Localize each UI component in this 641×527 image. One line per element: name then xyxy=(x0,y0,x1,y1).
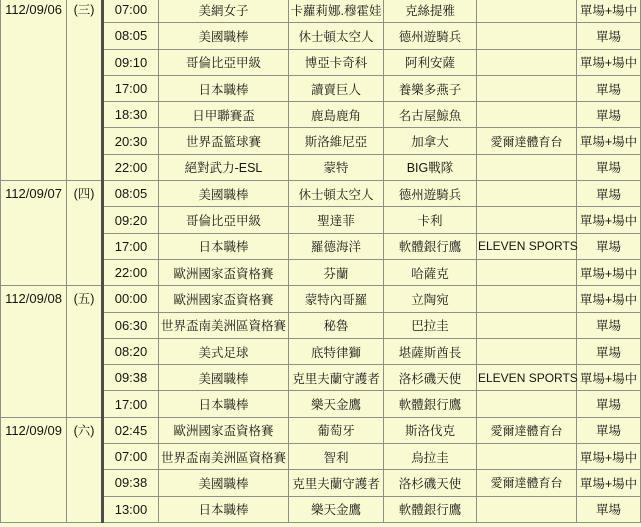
home-team-cell: 智利 xyxy=(289,444,384,470)
away-team-cell: 斯洛伐克 xyxy=(384,417,477,443)
time-cell: 08:20 xyxy=(103,338,159,364)
league-cell: 日本職棒 xyxy=(159,391,289,417)
home-team-cell: 克里夫蘭守護者 xyxy=(289,470,384,496)
time-cell: 07:00 xyxy=(103,0,159,23)
home-team-cell: 卡蘿莉娜.穆霍娃 xyxy=(289,0,384,23)
league-cell: 美國職棒 xyxy=(159,181,289,207)
home-team-cell: 葡萄牙 xyxy=(289,417,384,443)
league-cell: 日本職棒 xyxy=(159,233,289,259)
bet-type-cell: 單場 xyxy=(577,312,641,338)
bet-type-cell: 單場 xyxy=(577,233,641,259)
channel-cell: ELEVEN SPORTS xyxy=(477,233,577,259)
away-team-cell: 德州遊騎兵 xyxy=(384,181,477,207)
away-team-cell: BIG戰隊 xyxy=(384,154,477,180)
bet-type-cell: 單場 xyxy=(577,338,641,364)
channel-cell xyxy=(477,391,577,417)
time-cell: 09:38 xyxy=(103,470,159,496)
time-cell: 17:00 xyxy=(103,391,159,417)
away-team-cell: 名古屋鯨魚 xyxy=(384,102,477,128)
league-cell: 日本職棒 xyxy=(159,496,289,522)
league-cell: 美國職棒 xyxy=(159,365,289,391)
home-team-cell: 聖達菲 xyxy=(289,207,384,233)
table-row xyxy=(1,286,641,312)
home-team-cell: 讀賣巨人 xyxy=(289,75,384,101)
bet-type-cell: 單場+場中 xyxy=(577,444,641,470)
away-team-cell: 洛杉磯天使 xyxy=(384,365,477,391)
bet-type-cell: 單場 xyxy=(577,181,641,207)
table-row xyxy=(1,181,641,207)
bet-type-cell: 單場 xyxy=(577,417,641,443)
channel-cell: 愛爾達體育台 xyxy=(477,417,577,443)
channel-cell xyxy=(477,444,577,470)
home-team-cell: 秘魯 xyxy=(289,312,384,338)
home-team-cell: 休士頓太空人 xyxy=(289,23,384,49)
bet-type-cell: 單場 xyxy=(577,391,641,417)
bet-type-cell: 單場 xyxy=(577,75,641,101)
home-team-cell: 芬蘭 xyxy=(289,259,384,285)
channel-cell xyxy=(477,154,577,180)
time-cell: 17:00 xyxy=(103,233,159,259)
bet-type-cell: 單場+場中 xyxy=(577,259,641,285)
bet-type-cell: 單場 xyxy=(577,102,641,128)
channel-cell xyxy=(477,207,577,233)
channel-cell xyxy=(477,23,577,49)
bet-type-cell: 單場 xyxy=(577,23,641,49)
date-cell: 112/09/06 xyxy=(1,0,67,181)
channel-cell xyxy=(477,102,577,128)
channel-cell xyxy=(477,181,577,207)
league-cell: 美式足球 xyxy=(159,338,289,364)
date-cell: 112/09/08 xyxy=(1,286,67,417)
table-row xyxy=(1,0,641,23)
league-cell: 世界盃南美洲區資格賽 xyxy=(159,444,289,470)
bet-type-cell: 單場 xyxy=(577,496,641,522)
away-team-cell: 加拿大 xyxy=(384,128,477,154)
away-team-cell: 烏拉圭 xyxy=(384,444,477,470)
time-cell: 20:30 xyxy=(103,128,159,154)
away-team-cell: 軟體銀行鷹 xyxy=(384,391,477,417)
time-cell: 22:00 xyxy=(103,259,159,285)
weekday-cell: (五) xyxy=(67,286,103,417)
home-team-cell: 鹿島鹿角 xyxy=(289,102,384,128)
league-cell: 美國職棒 xyxy=(159,23,289,49)
home-team-cell: 博亞卡奇科 xyxy=(289,49,384,75)
channel-cell xyxy=(477,312,577,338)
channel-cell xyxy=(477,286,577,312)
league-cell: 歐洲國家盃資格賽 xyxy=(159,417,289,443)
channel-cell xyxy=(477,338,577,364)
bet-type-cell: 單場+場中 xyxy=(577,207,641,233)
date-cell: 112/09/07 xyxy=(1,181,67,286)
league-cell: 歐洲國家盃資格賽 xyxy=(159,259,289,285)
league-cell: 美國職棒 xyxy=(159,470,289,496)
league-cell: 日甲聯賽盃 xyxy=(159,102,289,128)
channel-cell xyxy=(477,75,577,101)
bet-type-cell: 單場 xyxy=(577,154,641,180)
time-cell: 08:05 xyxy=(103,181,159,207)
time-cell: 22:00 xyxy=(103,154,159,180)
bet-type-cell: 單場+場中 xyxy=(577,49,641,75)
time-cell: 09:10 xyxy=(103,49,159,75)
time-cell: 00:00 xyxy=(103,286,159,312)
away-team-cell: 洛杉磯天使 xyxy=(384,470,477,496)
away-team-cell: 堪薩斯酋長 xyxy=(384,338,477,364)
home-team-cell: 樂天金鷹 xyxy=(289,496,384,522)
date-cell: 112/09/09 xyxy=(1,417,67,522)
channel-cell xyxy=(477,496,577,522)
league-cell: 美網女子 xyxy=(159,0,289,23)
away-team-cell: 巴拉圭 xyxy=(384,312,477,338)
home-team-cell: 蒙特內哥羅 xyxy=(289,286,384,312)
time-cell: 18:30 xyxy=(103,102,159,128)
time-cell: 07:00 xyxy=(103,444,159,470)
away-team-cell: 克絲提雅 xyxy=(384,0,477,23)
home-team-cell: 蒙特 xyxy=(289,154,384,180)
home-team-cell: 克里夫蘭守護者 xyxy=(289,365,384,391)
league-cell: 哥倫比亞甲級 xyxy=(159,49,289,75)
channel-cell: ELEVEN SPORTS xyxy=(477,365,577,391)
home-team-cell: 羅德海洋 xyxy=(289,233,384,259)
league-cell: 哥倫比亞甲級 xyxy=(159,207,289,233)
bet-type-cell: 單場+場中 xyxy=(577,286,641,312)
time-cell: 02:45 xyxy=(103,417,159,443)
time-cell: 13:00 xyxy=(103,496,159,522)
away-team-cell: 立陶宛 xyxy=(384,286,477,312)
time-cell: 09:38 xyxy=(103,365,159,391)
away-team-cell: 卡利 xyxy=(384,207,477,233)
table-row xyxy=(1,417,641,443)
weekday-cell: (四) xyxy=(67,181,103,286)
away-team-cell: 哈薩克 xyxy=(384,259,477,285)
weekday-cell: (三) xyxy=(67,0,103,181)
league-cell: 日本職棒 xyxy=(159,75,289,101)
away-team-cell: 阿利安薩 xyxy=(384,49,477,75)
bet-type-cell: 單場+場中 xyxy=(577,128,641,154)
league-cell: 世界盃籃球賽 xyxy=(159,128,289,154)
time-cell: 08:05 xyxy=(103,23,159,49)
channel-cell xyxy=(477,49,577,75)
bet-type-cell: 單場+場中 xyxy=(577,365,641,391)
home-team-cell: 休士頓太空人 xyxy=(289,181,384,207)
home-team-cell: 斯洛維尼亞 xyxy=(289,128,384,154)
time-cell: 17:00 xyxy=(103,75,159,101)
away-team-cell: 德州遊騎兵 xyxy=(384,23,477,49)
weekday-cell: (六) xyxy=(67,417,103,522)
channel-cell xyxy=(477,0,577,23)
league-cell: 世界盃南美洲區資格賽 xyxy=(159,312,289,338)
away-team-cell: 軟體銀行鷹 xyxy=(384,233,477,259)
channel-cell: 愛爾達體育台 xyxy=(477,128,577,154)
league-cell: 歐洲國家盃資格賽 xyxy=(159,286,289,312)
channel-cell xyxy=(477,259,577,285)
channel-cell: 愛爾達體育台 xyxy=(477,470,577,496)
bet-type-cell: 單場+場中 xyxy=(577,470,641,496)
away-team-cell: 養樂多燕子 xyxy=(384,75,477,101)
league-cell: 絕對武力-ESL xyxy=(159,154,289,180)
time-cell: 09:20 xyxy=(103,207,159,233)
home-team-cell: 樂天金鷹 xyxy=(289,391,384,417)
home-team-cell: 底特律獅 xyxy=(289,338,384,364)
time-cell: 06:30 xyxy=(103,312,159,338)
away-team-cell: 軟體銀行鷹 xyxy=(384,496,477,522)
bet-type-cell: 單場+場中 xyxy=(577,0,641,23)
